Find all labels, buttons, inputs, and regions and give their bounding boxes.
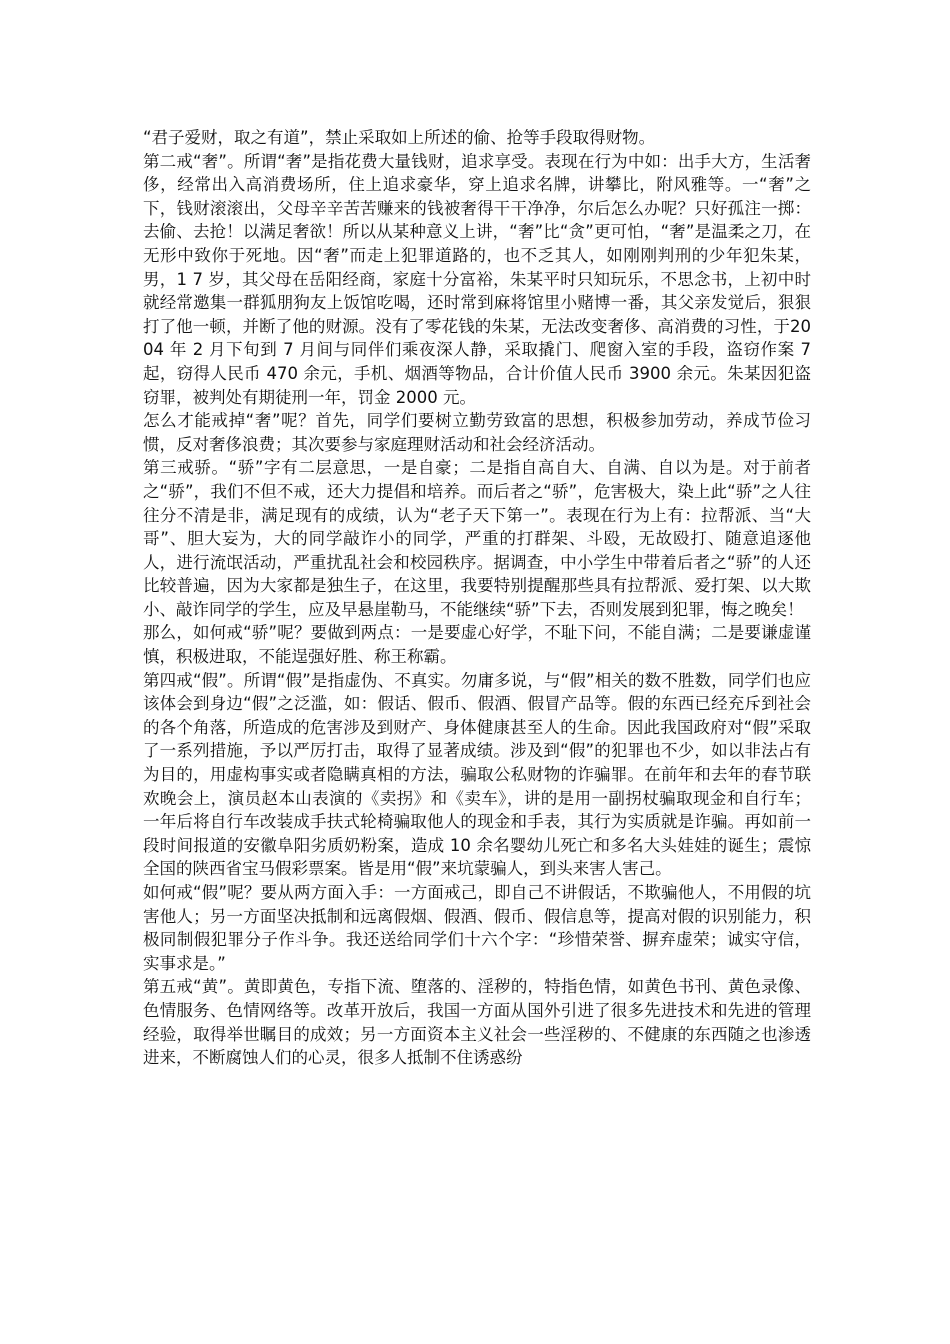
paragraph-5: 那么，如何戒“骄”呢？要做到两点：一是要虚心好学，不耻下问，不能自满；二是要谦虚谨慎，积极进取，不能逞强好胜、称王称霸。 — [143, 623, 811, 667]
document-body — [143, 126, 811, 1070]
paragraph-2: 第二戒“奢”。所谓“奢”是指花费大量钱财，追求享受。表现在行为中如：出手大方，生活奢侈，经常出入高消费场所，住上追求豪华，穿上追求名牌，讲攀比，附风雅等。一“奢”之下，钱财滚滚出，父母辛辛苦苦赚来的钱被奢得干干净净，尔后怎么办呢？只好孤注一掷：去偷、去抢！以满足奢欲！所以从某种意义上讲，“奢”比“贪”更可怕，“奢”是温柔之刀，在无形中致你于死地。因“奢”而走上犯罪道路的，也不乏其人，如刚刚判刑的少年犯朱某，男，1 7 岁，其父母在岳阳经商，家庭十分富裕，朱某平时只知玩乐，不思念书，上初中时就经常邀集一群狐朋狗友上饭馆吃喝，还时常到麻将馆里小赌博一番，其父亲发觉后，狠狠打了他一顿，并断了他的财源。没有了零花钱的朱某，无法改变奢侈、高消费的习性，于2004 年 2 月下旬到 7 月间与同伴们乘夜深人静，采取撬门、爬窗入室的手段，盗窃作案 7 起，窃得人民币 470 余元，手机、烟酒等物品，合计价值人民币 3900 余元。朱某因犯盗窃罪，被判处有期徒刑一年，罚金 2000 元。 — [143, 151, 811, 407]
paragraph-6: 第四戒“假”。所谓“假”是指虚伪、不真实。勿庸多说，与“假”相关的数不胜数，同学们也应该体会到身边“假”之泛滥，如：假话、假币、假酒、假冒产品等。假的东西已经充斥到社会的各个角落，所造成的危害涉及到财产、身体健康甚至人的生命。因此我国政府对“假”采取了一系列措施，予以严厉打击，取得了显著成绩。涉及到“假”的犯罪也不少，如以非法占有为目的，用虚构事实或者隐瞒真相的方法，骗取公私财物的诈骗罪。在前年和去年的春节联欢晚会上，演员赵本山表演的《卖拐》和《卖车》，讲的是用一副拐杖骗取现金和自行车；一年后将自行车改装成手扶式轮椅骗取他人的现金和手表，其行为实质就是诈骗。再如前一段时间报道的安徽阜阳劣质奶粉案，造成 10 余名婴幼儿死亡和多名大头娃娃的诞生；震惊全国的陕西省宝马假彩票案。皆是用“假”来坑蒙骗人，到头来害人害己。 — [143, 670, 811, 879]
paragraph-7: 如何戒“假”呢？要从两方面入手：一方面戒己，即自己不讲假话，不欺骗他人，不用假的坑害他人；另一方面坚决抵制和远离假烟、假酒、假币、假信息等，提高对假的识别能力，积极同制假犯罪分子作斗争。我还送给同学们十六个字：“珍惜荣誉、摒弃虚荣；诚实守信，实事求是。” — [143, 883, 811, 973]
paragraph-4: 第三戒骄。“骄”字有二层意思，一是自豪；二是指自高自大、自满、自以为是。对于前者之“骄”，我们不但不戒，还大力提倡和培养。而后者之“骄”，危害极大，染上此“骄”之人往往分不清是非，满足现有的成绩，认为“老子天下第一”。表现在行为上有：拉帮派、当“大哥”、胆大妄为，大的同学敲诈小的同学，严重的打群架、斗殴，无故殴打、随意追逐他人，进行流氓活动，严重扰乱社会和校园秩序。据调查，中小学生中带着后者之“骄”的人还比较普遍，因为大家都是独生子，在这里，我要特别提醒那些具有拉帮派、爱打架、以大欺小、敲诈同学的学生，应及早悬崖勒马，不能继续“骄”下去，否则发展到犯罪，悔之晚矣！ — [143, 458, 811, 619]
paragraph-3: 怎么才能戒掉“奢”呢？首先，同学们要树立勤劳致富的思想，积极参加劳动，养成节俭习惯，反对奢侈浪费；其次要参与家庭理财活动和社会经济活动。 — [143, 411, 811, 454]
paragraph-1: “君子爱财，取之有道”，禁止采取如上所述的偷、抢等手段取得财物。 — [143, 128, 656, 147]
paragraph-8: 第五戒“黄”。黄即黄色，专指下流、堕落的、淫秽的，特指色情，如黄色书刊、黄色录像、色情服务、色情网络等。改革开放后，我国一方面从国外引进了很多先进技术和先进的管理经验，取得举世瞩目的成效；另一方面资本主义社会一些淫秽的、不健康的东西随之也渗透进来，不断腐蚀人们的心灵，很多人抵制不住诱惑纷 — [143, 977, 811, 1068]
